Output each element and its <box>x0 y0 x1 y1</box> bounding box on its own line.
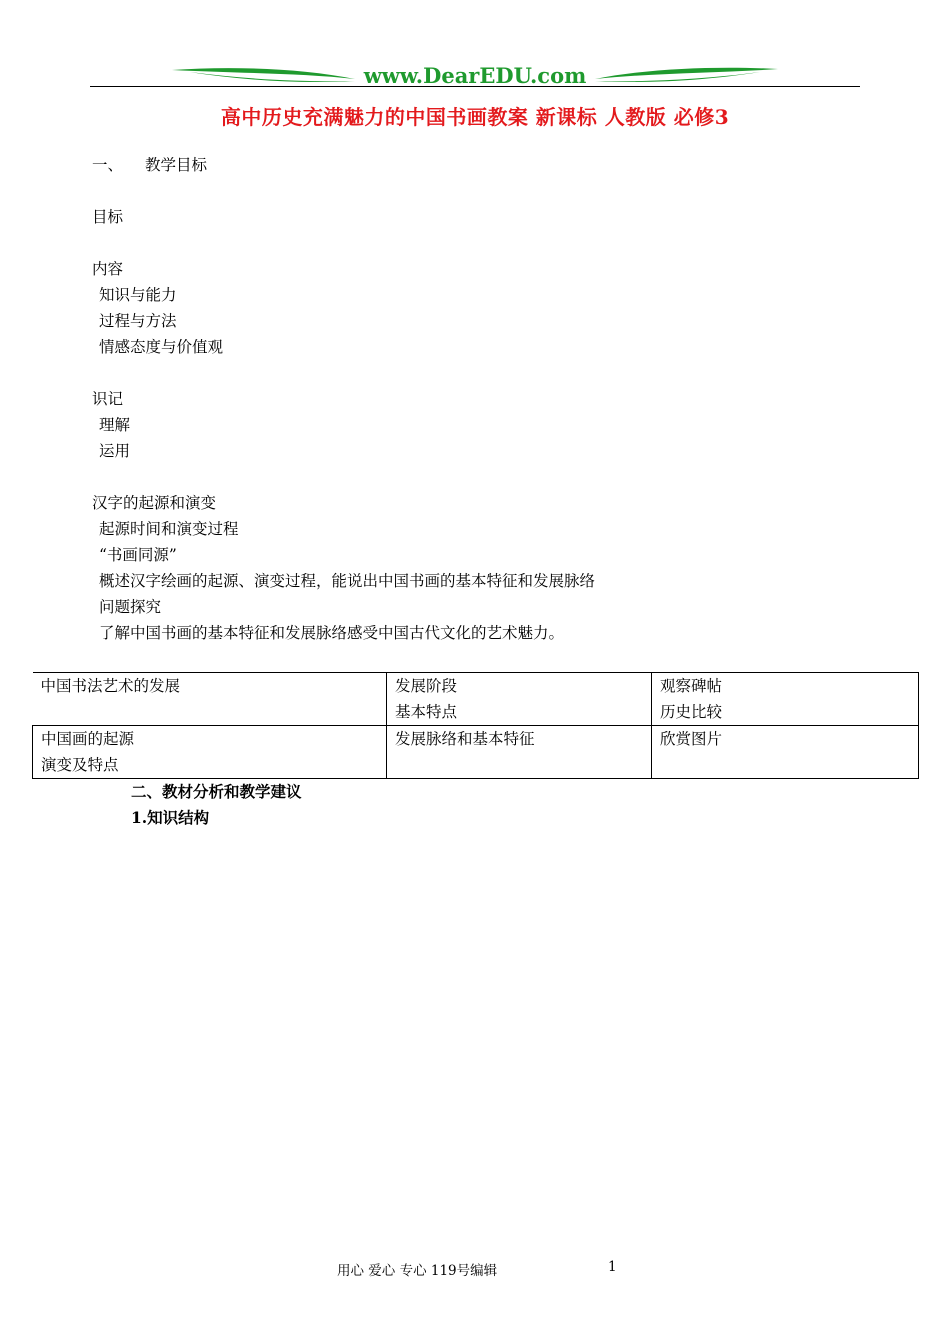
table-cell <box>387 726 652 779</box>
dearedu-logo <box>170 62 780 88</box>
level-label: 识记 <box>92 390 124 408</box>
document-title: 高中历史充满魅力的中国书画教案 新课标 人教版 必修3 <box>220 105 730 129</box>
content-item: 情感态度与价值观 <box>99 338 224 356</box>
topic-item: 概述汉字绘画的起源、演变过程，能说出中国书画的基本特征和发展脉络 <box>99 572 596 590</box>
cell-line: 演变及特点 <box>41 756 119 774</box>
cell-line: 观察碑帖 <box>660 677 723 695</box>
table-cell <box>652 726 919 779</box>
section1-title: 教学目标 <box>145 156 208 174</box>
table-cell <box>33 673 387 726</box>
topic-label: 汉字的起源和演变 <box>92 494 217 512</box>
topic-item: 起源时间和演变过程 <box>99 520 239 538</box>
goal-label: 目标 <box>92 208 124 226</box>
logo-text: www.DearEDU.com <box>363 63 587 88</box>
section2-heading: 二、教材分析和教学建议 <box>131 782 302 801</box>
page-number: 1 <box>608 1259 617 1275</box>
objectives-table <box>32 672 919 779</box>
content-item: 过程与方法 <box>99 312 177 330</box>
table-row <box>33 726 919 779</box>
content-item: 知识与能力 <box>99 286 177 304</box>
table-cell <box>33 726 387 779</box>
footer-text: 用心 爱心 专心 119号编辑 <box>337 1263 498 1279</box>
section1-number: 一、 <box>92 156 124 174</box>
level-item: 运用 <box>99 442 131 460</box>
logo-left-swoosh <box>172 68 355 79</box>
level-item: 理解 <box>99 416 131 434</box>
table-cell <box>387 673 652 726</box>
section1-heading <box>92 152 207 178</box>
topic-item: “书画同源” <box>99 546 177 564</box>
cell-line: 中国书法艺术的发展 <box>40 677 181 695</box>
cell-line: 基本特点 <box>395 703 458 721</box>
section2-subheading: 1.知识结构 <box>131 808 210 827</box>
table-row <box>33 673 919 726</box>
cell-line: 发展脉络和基本特征 <box>395 730 535 748</box>
cell-line: 欣赏图片 <box>660 730 723 748</box>
content-label: 内容 <box>92 260 124 278</box>
cell-line: 发展阶段 <box>395 677 458 695</box>
topic-item: 问题探究 <box>99 598 162 616</box>
topic-item: 了解中国书画的基本特征和发展脉络感受中国古代文化的艺术魅力。 <box>99 624 565 642</box>
header-rule <box>90 86 860 87</box>
cell-line: 历史比较 <box>660 703 723 721</box>
table-cell <box>652 673 919 726</box>
cell-line: 中国画的起源 <box>41 730 135 748</box>
